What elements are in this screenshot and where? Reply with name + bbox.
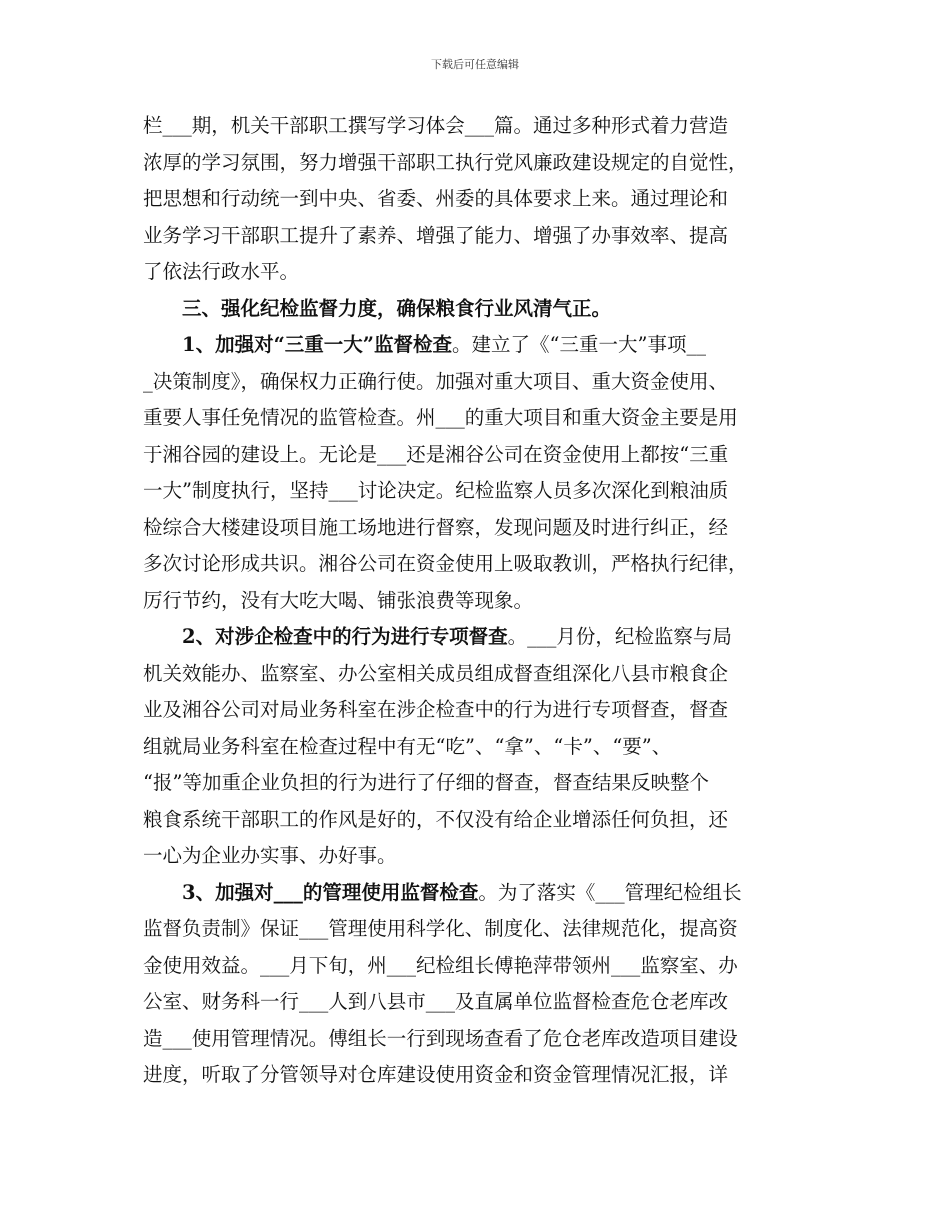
paragraph-line: 一心为企业办实事、办好事。 xyxy=(143,844,397,867)
document-body xyxy=(143,108,815,1094)
paragraph-line: 公室、财务科一行___人到八县市___及直属单位监督检查危仓老库改 xyxy=(143,990,729,1013)
paragraph-line: _决策制度》，确保权力正确行使。加强对重大项目、重大资金使用、 xyxy=(143,369,729,393)
item1-title: 1、加强对“三重一大”监督检查 xyxy=(182,333,453,356)
paragraph-line: 重要人事任免情况的监管检查。州___的重大项目和重大资金主要是用 xyxy=(143,406,738,429)
paragraph-line: 进度，听取了分管领导对仓库建设使用资金和资金管理情况汇报，详 xyxy=(143,1063,729,1086)
paragraph-line: 组就局业务科室在检查过程中有无“吃”、“拿”、“卡”、“要”、 xyxy=(143,734,672,758)
paragraph-line: 粮食系统干部职工的作风是好的，不仅没有给企业增添任何负担，还 xyxy=(143,807,729,831)
paragraph-line: 监督负责制》保证___管理使用科学化、制度化、法律规范化，提高资 xyxy=(143,917,738,940)
section-heading: 三、强化纪检监督力度，确保粮食行业风清气正。 xyxy=(182,296,612,320)
page-header-note: 下载后可任意编辑 xyxy=(431,58,519,71)
paragraph-line: 把思想和行动统一到中央、省委、州委的具体要求上来。通过理论和 xyxy=(143,187,729,210)
paragraph-line: 机关效能办、监察室、办公室相关成员组成督查组深化八县市粮食企 xyxy=(143,661,729,685)
paragraph-line: 业及湘谷公司对局业务科室在涉企检查中的行为进行专项督查，督查 xyxy=(143,698,729,721)
paragraph-line: 了依法行政水平。 xyxy=(143,260,300,283)
paragraph-line: 检综合大楼建设项目施工场地进行督察，发现问题及时进行纠正，经 xyxy=(143,515,729,539)
paragraph-line: “报”等加重企业负担的行为进行了仔细的督查，督查结果反映整个 xyxy=(143,771,709,794)
item2-first-rest: 。___月份，纪检监察与局 xyxy=(507,625,732,648)
paragraph-line: 栏___期，机关干部职工撰写学习体会___篇。通过多种形式着力营造 xyxy=(143,114,729,137)
item2-title: 2、对涉企检查中的行为进行专项督查 xyxy=(182,625,508,648)
paragraph-line: 于湘谷园的建设上。无论是___还是湘谷公司在资金使用上都按“三重 xyxy=(143,442,729,466)
paragraph-line: 多次讨论形成共识。湘谷公司在资金使用上吸取教训，严格执行纪律， xyxy=(143,552,748,575)
paragraph-line: 造___使用管理情况。傅组长一行到现场查看了危仓老库改造项目建设 xyxy=(143,1026,738,1050)
paragraph-line: 一大”制度执行，坚持___讨论决定。纪检监察人员多次深化到粮油质 xyxy=(143,479,729,502)
paragraph-line: 浓厚的学习氛围，努力增强干部职工执行党风廉政建设规定的自觉性， xyxy=(143,150,748,174)
item2-first-line xyxy=(143,619,815,656)
item1-first-line xyxy=(143,327,815,364)
item1-first-rest: 。建立了《“三重一大”事项__ xyxy=(452,333,706,356)
paragraph-line: 业务学习干部职工提升了素养、增强了能力、增强了办事效率、提高 xyxy=(143,223,729,247)
item3-first-line xyxy=(143,875,815,912)
item3-title: 3、加强对___的管理使用监督检查 xyxy=(182,880,479,904)
paragraph-line: 金使用效益。___月下旬，州___纪检组长傅艳萍带领州___监察室、办 xyxy=(143,953,738,977)
paragraph-line: 厉行节约，没有大吃大喝、铺张浪费等现象。 xyxy=(143,588,534,612)
item3-first-rest: 。为了落实《___管理纪检组长 xyxy=(478,880,742,904)
